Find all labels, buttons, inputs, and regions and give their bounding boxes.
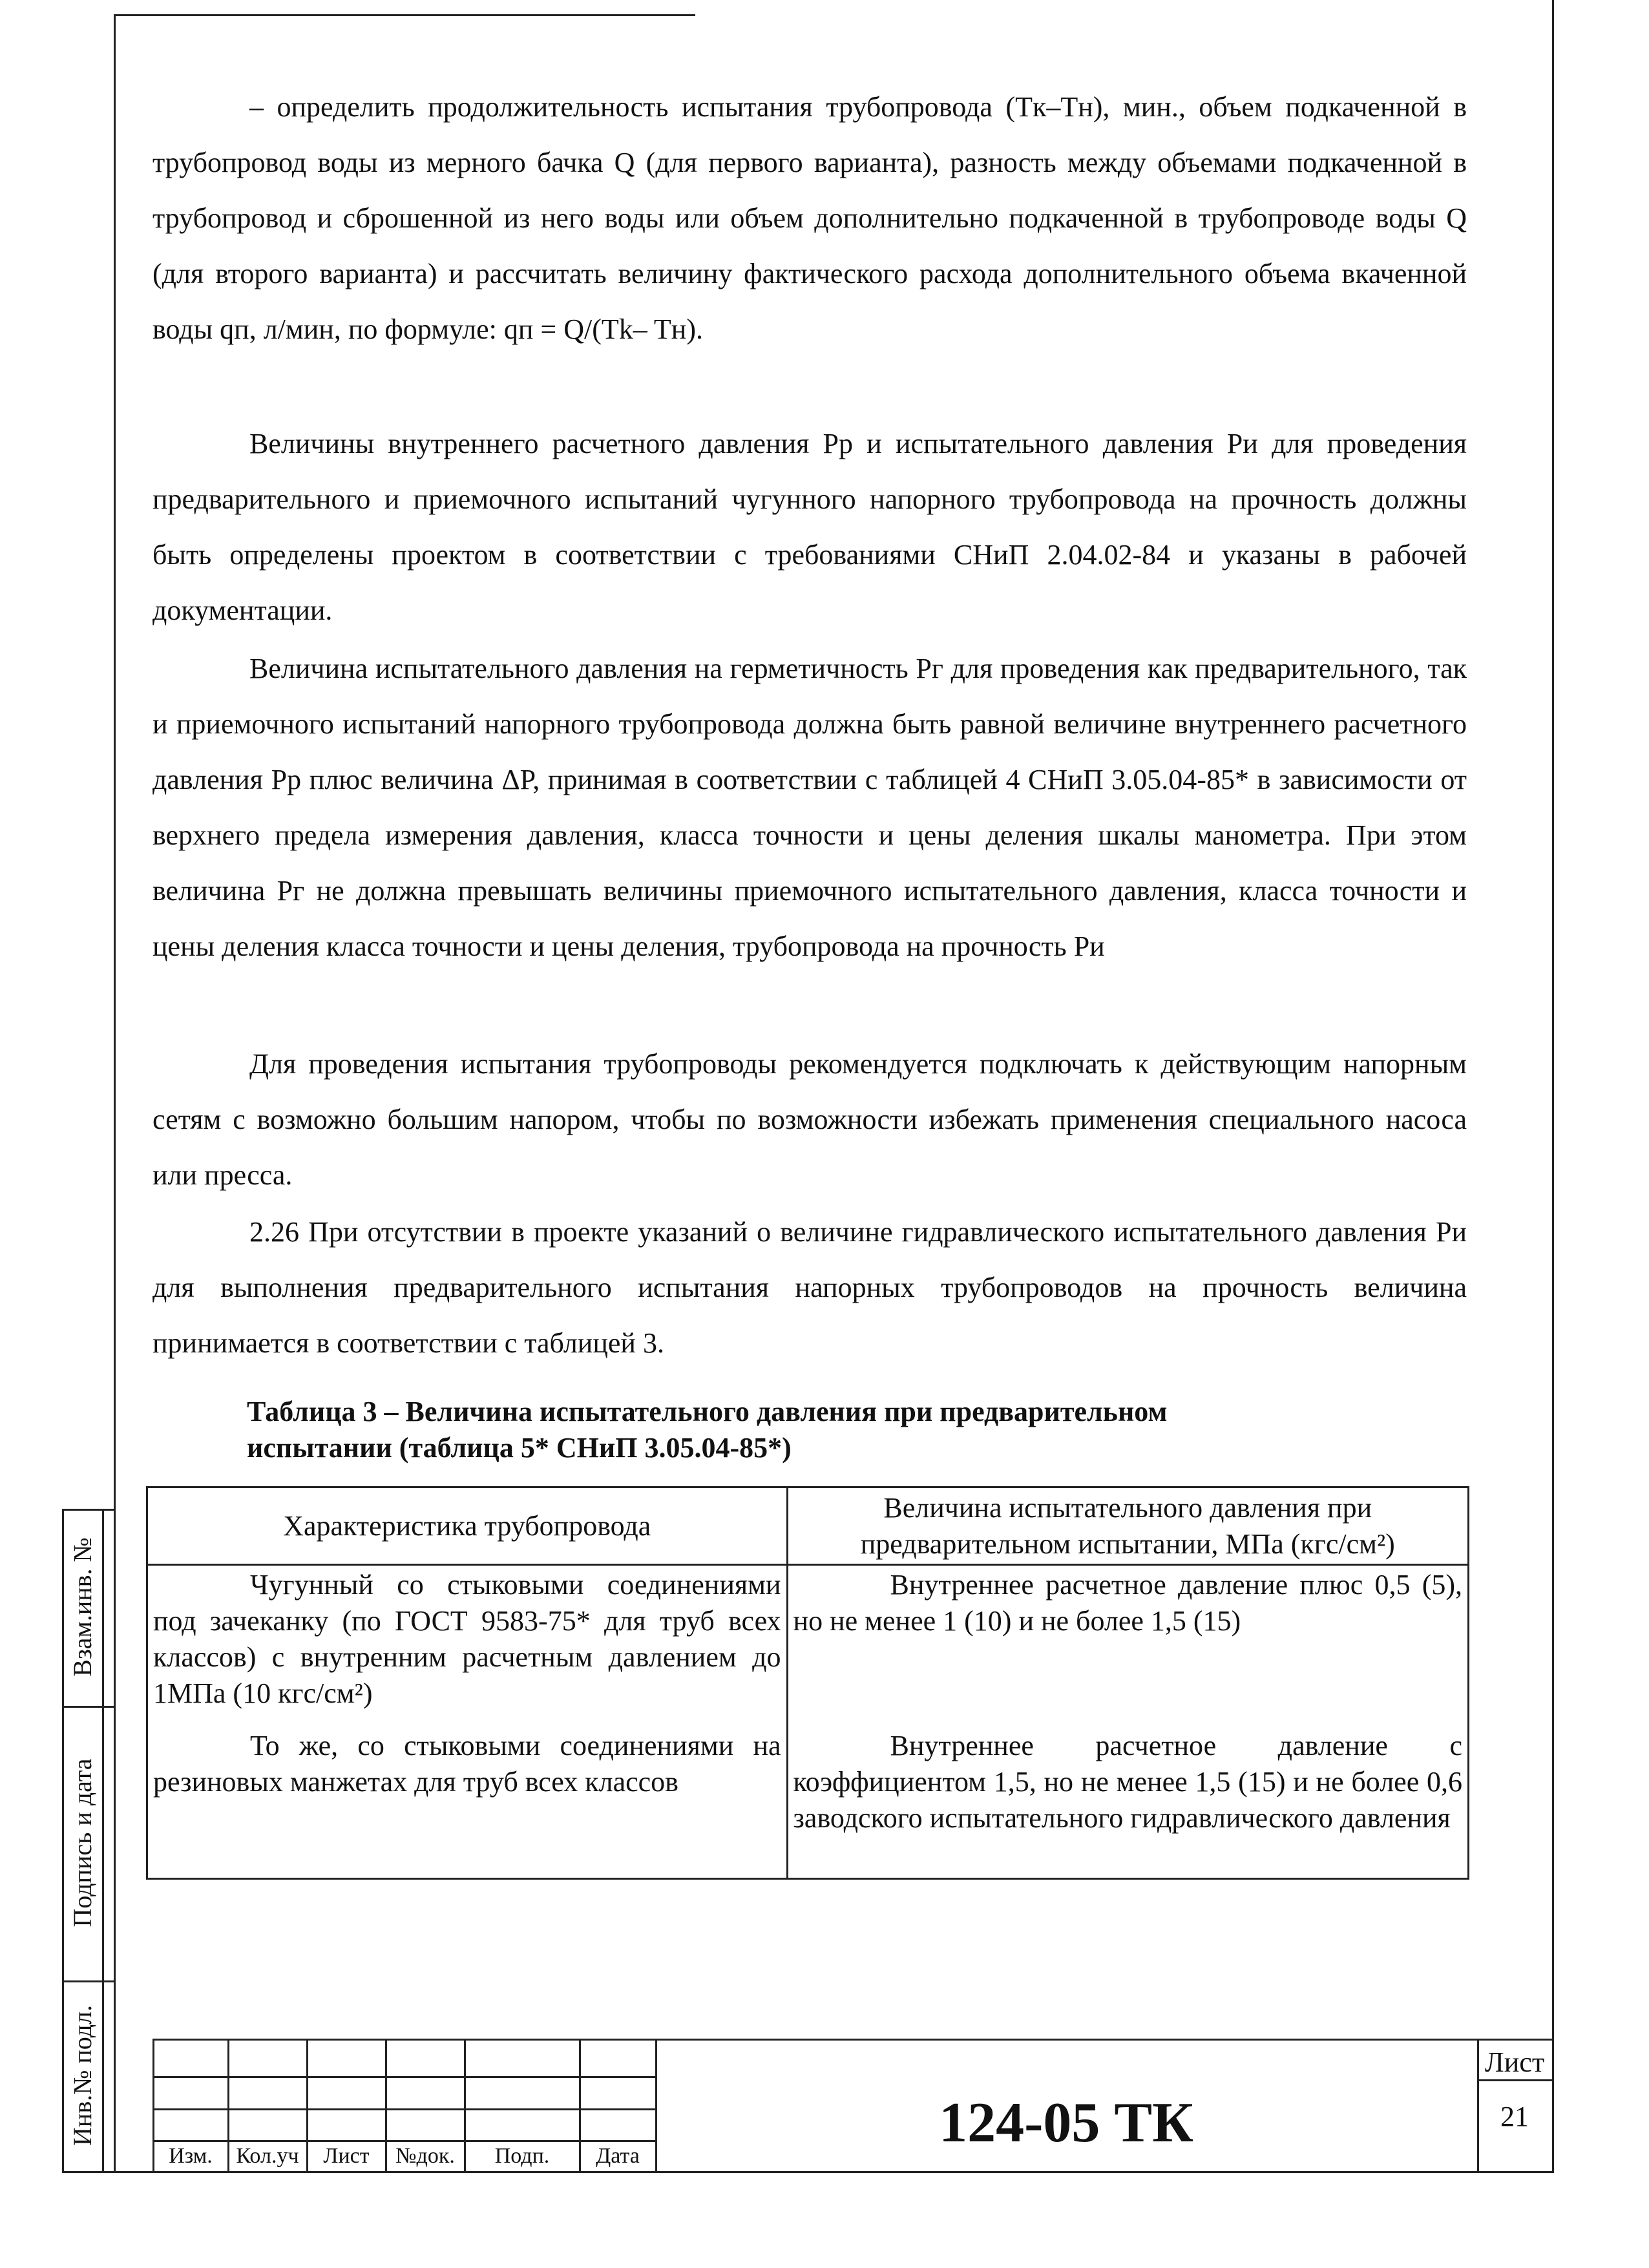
stamp-izm: Изм. bbox=[169, 2144, 213, 2168]
paragraph-design-pressure: Величины внутреннего расчетного давления Pр и испытательного давления Pи для проведения предварительного и приемочного испытаний чугунного напорного трубопровода на прочность должны быть определены проектом в соответствии с требованиями СНиП 2.04.02-84 и указаны в рабочей документации. bbox=[152, 428, 1467, 626]
side-label-vzam: Взам.инв. № bbox=[68, 1537, 97, 1677]
table-caption-line2: испытании (таблица 5* СНиП 3.05.04-85*) bbox=[247, 1432, 792, 1464]
table-cell-pressure: Внутреннее расчетное давление плюс 0,5 (5), но не менее 1 (10) и не более 1,5 (15) bbox=[787, 1565, 1468, 1727]
frame-left bbox=[114, 14, 116, 2172]
side-strip-mid bbox=[102, 1509, 104, 2172]
table-cell-pressure: Внутреннее расчетное давление с коэффициентом 1,5, но не менее 1,5 (15) и не более 0,6 заводского испытательного гидравлического давления bbox=[787, 1727, 1468, 1879]
table-row bbox=[147, 1565, 1469, 1727]
stamp-list: Лист bbox=[323, 2144, 370, 2168]
stamp-kol-uch: Кол.уч bbox=[236, 2144, 299, 2168]
table-cell-characteristic: Чугунный со стыковыми соединениями под зачеканку (по ГОСТ 9583-75* для труб всех классов) с внутренним расчетным давлением до 1МПа (10 кгс/см²) bbox=[147, 1565, 788, 1727]
stamp-sheet-sep bbox=[1477, 2079, 1554, 2081]
side-strip-sep1 bbox=[62, 1706, 115, 1708]
stamp-col-7 bbox=[655, 2039, 657, 2172]
table-cell-characteristic: То же, со стыковыми соединениями на резиновых манжетах для труб всех классов bbox=[147, 1727, 788, 1879]
table-header-row bbox=[147, 1487, 1469, 1565]
document-code: 124-05 ТК bbox=[939, 2092, 1193, 2154]
paragraph-test-duration: – определить продолжительность испытания трубопровода (Tк–Tн), мин., объем подкаченной в трубопровод воды из мерного бачка Q (для первого варианта), разность между объемами подкаченной в трубопровод и сброшенной из него воды или объем дополнительно подкаченной в трубопроводе воды Q (для второго варианта) и рассчитать величину фактического расхода дополнительного объема вкаченной воды qп, л/мин, по формуле: qп = Q/(Tk– Tн). bbox=[152, 91, 1467, 345]
sheet-number: 21 bbox=[1500, 2101, 1529, 2132]
table-caption-line1: Таблица 3 – Величина испытательного давления при предварительном bbox=[247, 1396, 1168, 1427]
frame-bottom bbox=[62, 2171, 1554, 2173]
side-strip-left bbox=[62, 1509, 64, 2172]
stamp-podp: Подп. bbox=[494, 2144, 550, 2168]
paragraph-2-26: 2.26 При отсутствии в проекте указаний о величине гидравлического испытательного давления Pи для выполнения предварительного испытания напорных трубопроводов на прочность величина принимается в соответствии с таблицей 3. bbox=[152, 1216, 1467, 1359]
paragraph-tightness-pressure: Величина испытательного давления на герметичность Pг для проведения как предварительного, так и приемочного испытаний напорного трубопровода должна быть равной величине внутреннего расчетного давления Pр плюс величина ΔP, принимая в соответствии с таблицей 4 СНиП 3.05.04-85* в зависимости от верхнего предела измерения давления, класса точности и цены деления шкалы манометра. При этом величина Pг не должна превышать величины приемочного испытательного давления, класса точности и цены деления класса точности и цены деления, трубопровода на прочность Pи bbox=[152, 653, 1467, 962]
sheet-label: Лист bbox=[1484, 2046, 1545, 2078]
frame-right bbox=[1552, 0, 1554, 2172]
frame-top bbox=[114, 14, 695, 16]
table-header-characteristic: Характеристика трубопровода bbox=[147, 1487, 788, 1565]
table-row bbox=[147, 1727, 1469, 1879]
pressure-table bbox=[146, 1486, 1469, 1880]
paragraph-network-connection: Для проведения испытания трубопроводы рекомендуется подключать к действующим напорным сетям с возможно большим напором, чтобы по возможности избежать применения специального насоса или пресса. bbox=[152, 1048, 1467, 1191]
stamp-ndok: №док. bbox=[395, 2144, 455, 2168]
stamp-data: Дата bbox=[596, 2144, 640, 2168]
table-header-pressure: Величина испытательного давления при предварительном испытании, МПа (кгс/см²) bbox=[787, 1487, 1468, 1565]
side-label-podpis: Подпись и дата bbox=[68, 1758, 97, 1927]
side-label-inv: Инв.№ подл. bbox=[68, 2005, 97, 2146]
stamp-top-line bbox=[152, 2039, 1554, 2041]
